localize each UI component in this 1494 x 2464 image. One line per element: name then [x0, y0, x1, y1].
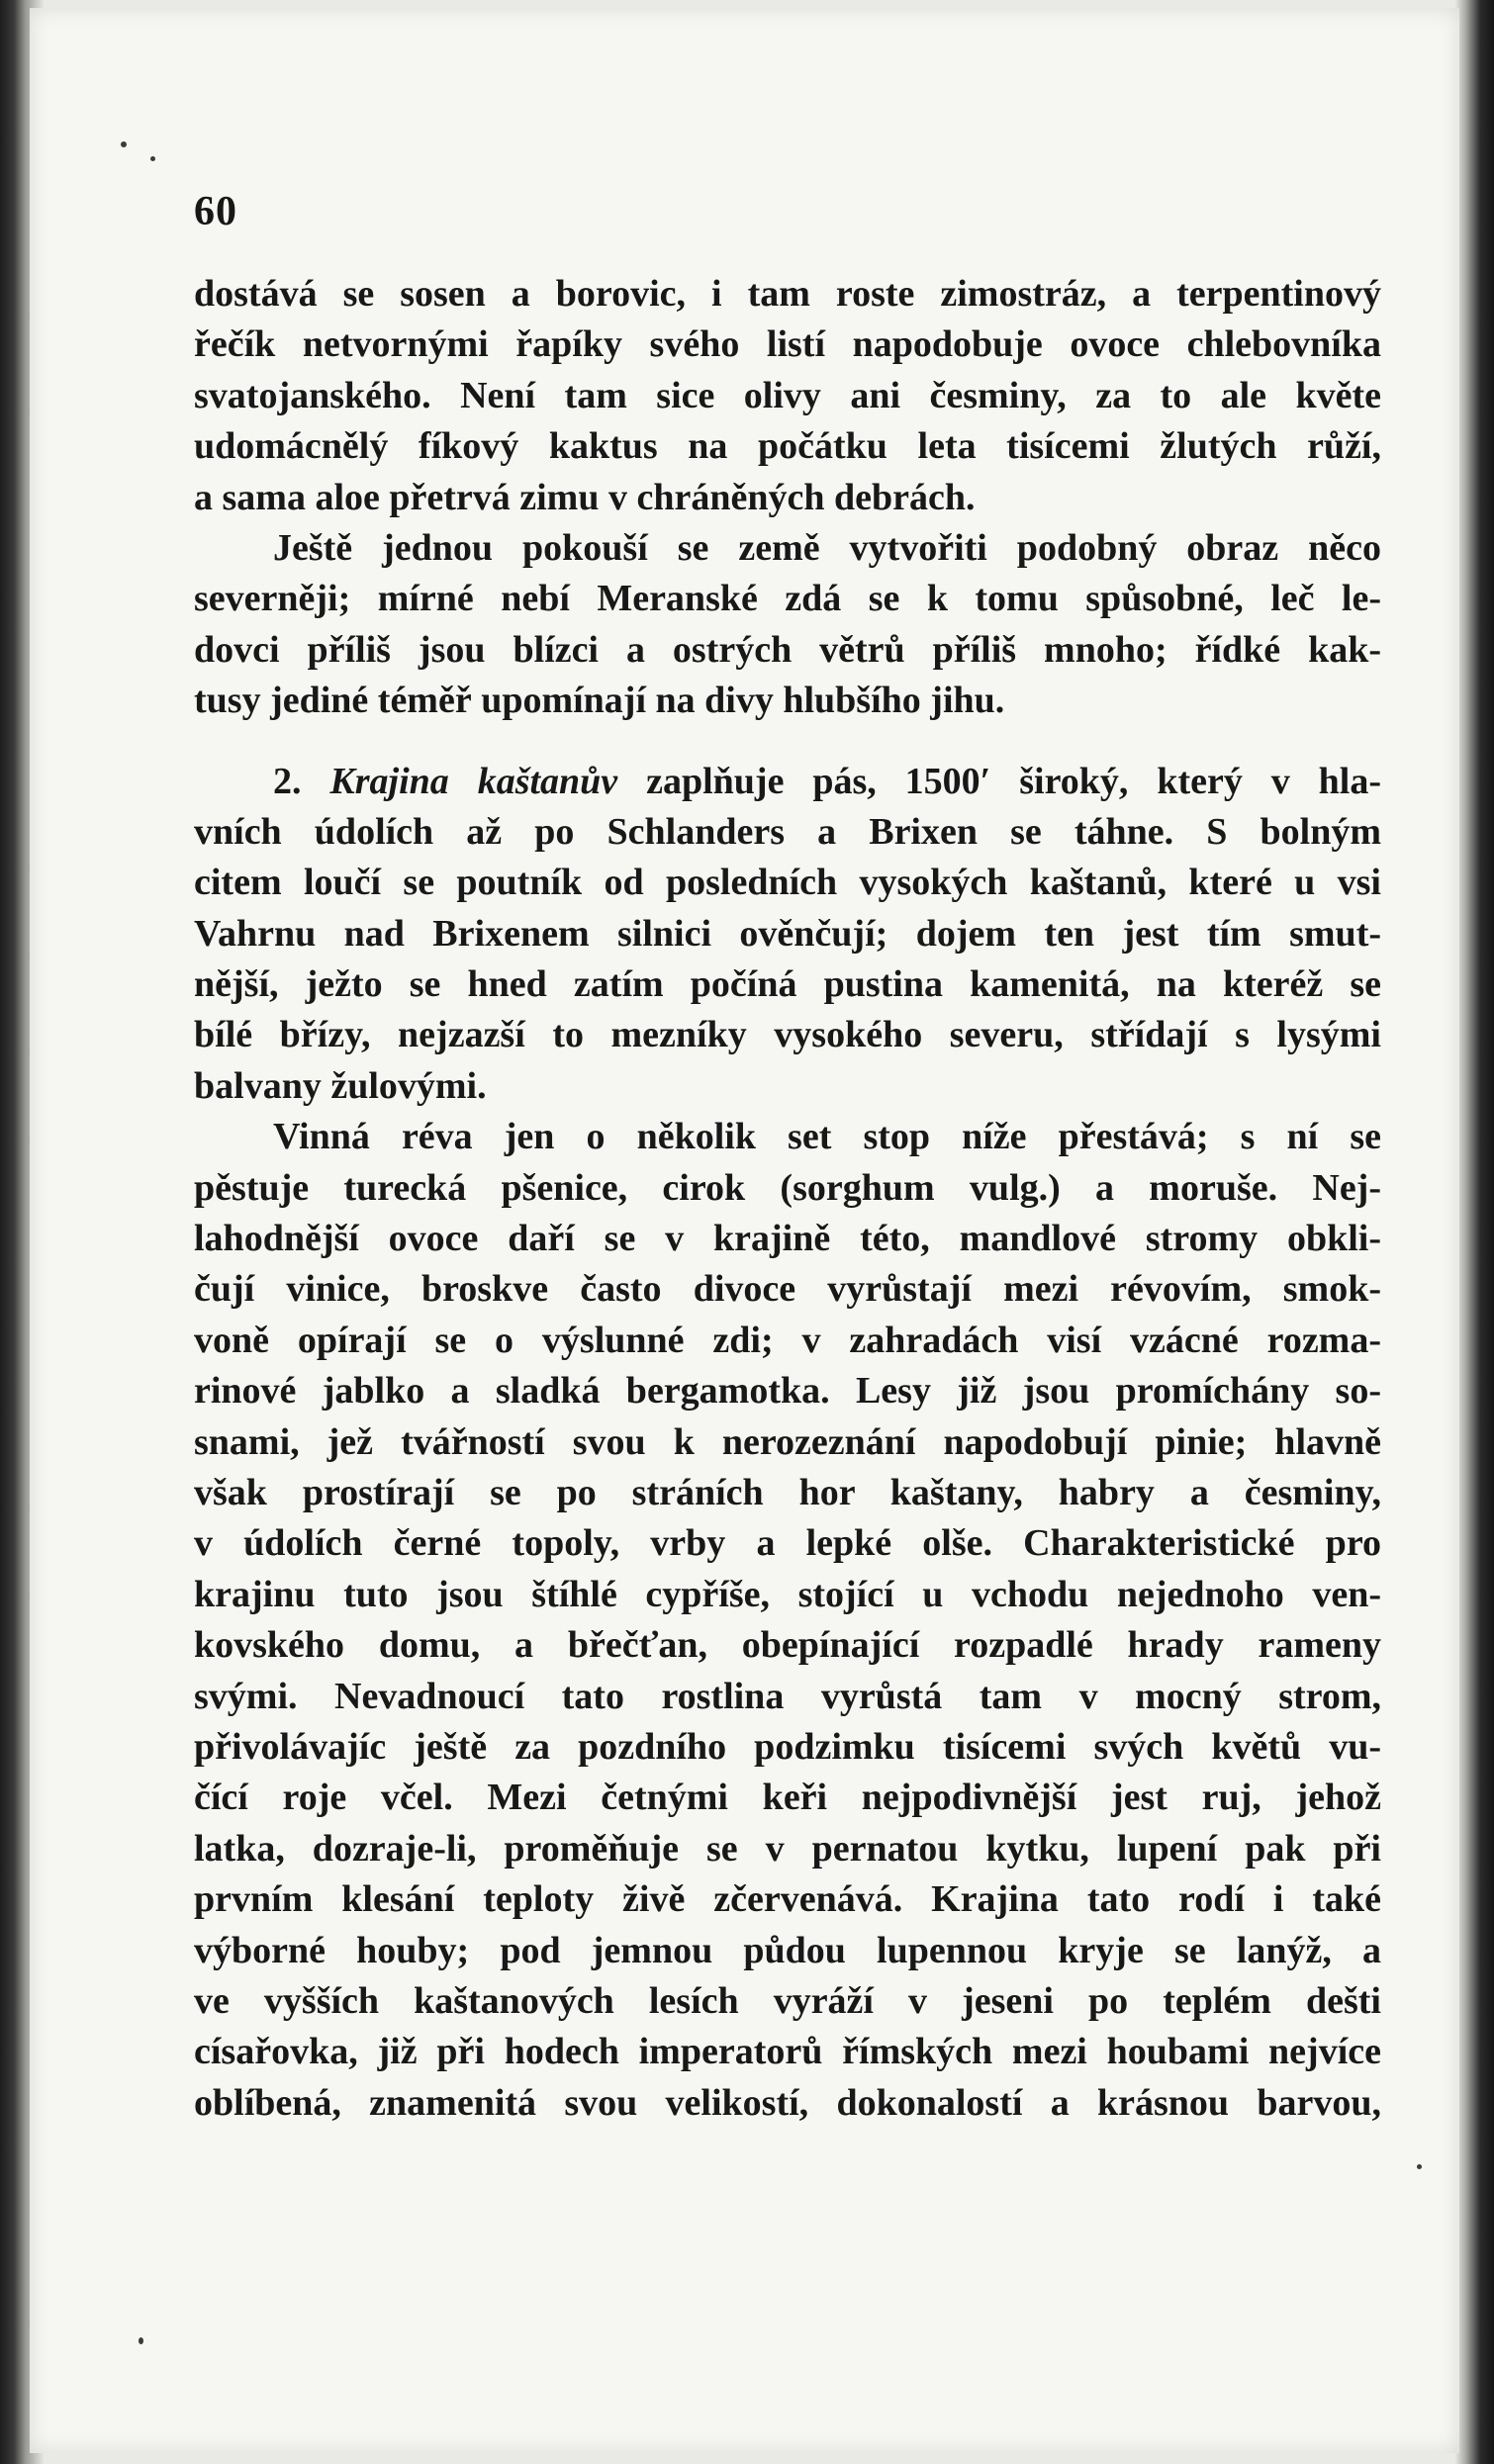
section-2-paragraph: [194, 757, 1381, 1113]
text-line: v údolích černé topoly, vrby a lepké olše. Charakteristické pro: [194, 1522, 1381, 1565]
text-line: oblíbená, znamenitá svou velikostí, dokonalostí a krásnou barvou,: [194, 2081, 1381, 2124]
text-line: pěstuje turecká pšenice, cirok (sorghum vulg.) a moruše. Nej-: [194, 1166, 1381, 1209]
text-line: čují vinice, broskve často divoce vyrůstají mezi révovím, smok-: [194, 1268, 1381, 1311]
text-line: Ještě jednou pokouší se země vytvořiti podobný obraz něco: [273, 526, 1381, 569]
text-line: tusy jediné téměř upomínají na divy hlubšího jihu.: [194, 680, 1005, 722]
text-line: latka, dozraje-li, proměňuje se v pernatou kytku, lupení pak při: [194, 1827, 1381, 1870]
text-line: dovci příliš jsou blízci a ostrých větrů příliš mnoho; řídké kak-: [194, 628, 1381, 671]
section-heading-line: [194, 757, 1381, 807]
text-line: rinové jablko a sladká bergamotka. Lesy již jsou promíchány so-: [194, 1370, 1381, 1413]
text-line: vních údolích až po Schlanders a Brixen se táhne. S bolným: [194, 810, 1381, 853]
text-line: zaplňuje pás, 1500′ široký, který v hla-: [646, 760, 1382, 802]
text-line: severněji; mírné nebí Meranské zdá se k tomu spůsobné, leč le-: [194, 578, 1381, 620]
text-line: řečík netvornými řapíky svého listí napodobuje ovoce chlebovníka: [194, 323, 1381, 366]
text-line: výborné houby; pod jemnou půdou lupennou kryje se lanýž, a: [194, 1929, 1381, 1971]
text-line: lahodnější ovoce daří se v krajině této, mandlové stromy obkli-: [194, 1218, 1381, 1260]
section-title: Krajina kaštanův: [329, 760, 618, 802]
ink-speck: [139, 2337, 143, 2344]
text-line: a sama aloe přetrvá zimu v chráněných debrách.: [194, 476, 976, 518]
text-line: dostává se sosen a borovic, i tam roste zimostráz, a terpentinový: [194, 273, 1381, 315]
text-line: prvním klesání teploty živě zčervenává. Krajina tato rodí i také: [194, 1878, 1381, 1921]
text-line: udomácnělý fíkový kaktus na počátku leta tisícemi žlutých růží,: [194, 425, 1381, 468]
text-line: kovského domu, a břečťan, obepínající rozpadlé hrady rameny: [194, 1624, 1381, 1667]
text-line: ve vyšších kaštanových lesích vyráží v jeseni po teplém dešti: [194, 1979, 1381, 2022]
text-line: císařovka, již při hodech imperatorů římských mezi houbami nejvíce: [194, 2031, 1381, 2073]
text-line: bílé břízy, nejzazší to mezníky vysokého severu, střídají s lysými: [194, 1014, 1381, 1056]
section-number: 2.: [273, 760, 302, 802]
text-line: Vahrnu nad Brixenem silnici ověnčují; dojem ten jest tím smut-: [194, 912, 1381, 955]
page-number: 60: [194, 189, 237, 234]
text-line: krajinu tuto jsou štíhlé cypříše, stojící u vchodu nejednoho ven-: [194, 1573, 1381, 1615]
body-text: [194, 269, 1381, 2129]
ink-speck: [121, 141, 127, 147]
text-line: svatojanského. Není tam sice olivy ani česminy, za to ale květe: [194, 374, 1381, 416]
text-line: snami, jež tvářností svou k nerozeznání napodobují pinie; hlavně: [194, 1420, 1381, 1463]
ink-speck: [150, 156, 155, 161]
text-line: citem loučí se poutník od posledních vysokých kaštanů, které u vsi: [194, 862, 1381, 904]
text-line: však prostírají se po stráních hor kaštany, habry a česminy,: [194, 1471, 1381, 1513]
text-line: nější, ježto se hned zatím počíná pustina kamenitá, na kteréž se: [194, 963, 1381, 1006]
paragraph-4: [194, 1112, 1381, 2129]
paragraph-2: [194, 523, 1381, 727]
text-line: Vinná réva jen o několik set stop níže přestává; s ní se: [273, 1116, 1381, 1158]
text-line: přivolávajíc ještě za pozdního podzimku tisícemi svých květů vu-: [194, 1725, 1381, 1768]
ink-speck: [1417, 2164, 1422, 2169]
paragraph-1: [194, 269, 1381, 523]
book-binding-edge-right: [1454, 0, 1494, 2464]
text-line: čící roje včel. Mezi četnými keři nejpodivnější jest ruj, jehož: [194, 1777, 1381, 1819]
text-line: voně opírají se o výslunné zdi; v zahradách visí vzácné rozma-: [194, 1319, 1381, 1361]
text-line: balvany žulovými.: [194, 1064, 487, 1107]
text-line: svými. Nevadnoucí tato rostlina vyrůstá tam v mocný strom,: [194, 1675, 1381, 1717]
